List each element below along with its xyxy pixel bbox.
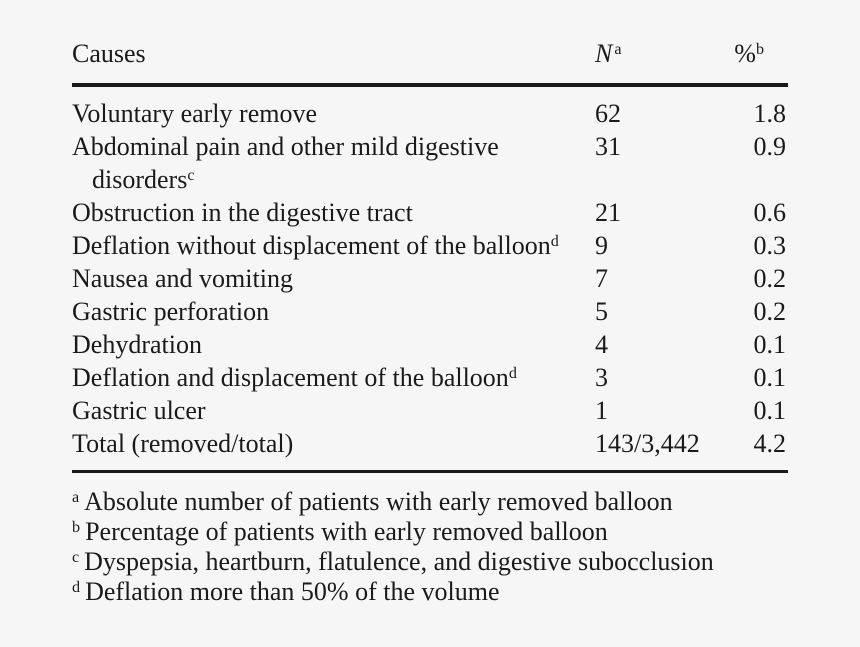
cause-line2: disorders$^c$: [92, 165, 195, 194]
cause-cell: Gastric perforation: [72, 297, 270, 326]
table-row: [72, 229, 788, 262]
n-cell: 21: [595, 198, 621, 227]
superscript-a-marker: a: [72, 488, 80, 506]
n-cell: 9: [595, 231, 608, 260]
percent-cell: 0.2: [753, 264, 786, 293]
table-row: [72, 361, 788, 394]
table-row: [72, 295, 788, 328]
footnote-text: Percentage of patients with early removed balloon: [85, 517, 608, 546]
table-body: [72, 97, 788, 460]
superscript-c-marker: c: [72, 548, 80, 566]
superscript-b-marker: b: [72, 518, 81, 536]
footnote-text: Dyspepsia, heartburn, flatulence, and digestive subocclusion: [84, 547, 714, 576]
column-header-percent: %$^b$: [734, 39, 764, 68]
footnote-text: Deflation more than 50% of the volume: [85, 577, 500, 606]
cause-line1: Abdominal pain and other mild digestive: [72, 132, 499, 161]
percent-cell: 0.1: [753, 363, 786, 392]
n-cell: 143/3,442: [595, 429, 700, 458]
footnote-a: [72, 487, 812, 517]
cause-cell: Nausea and vomiting: [72, 264, 293, 293]
table-header-row: [72, 37, 788, 70]
percent-cell: 0.1: [753, 330, 786, 359]
n-cell: 1: [595, 396, 608, 425]
table-row: [72, 130, 788, 196]
superscript-d-marker: d: [508, 364, 517, 382]
n-cell: 62: [595, 99, 621, 128]
footnotes-block: [72, 487, 812, 607]
table-row-total: [72, 427, 788, 460]
percent-cell: 0.1: [753, 396, 786, 425]
n-cell: 5: [595, 297, 608, 326]
footnote-text: Absolute number of patients with early removed balloon: [84, 487, 673, 516]
superscript-c-marker: c: [187, 166, 195, 184]
percent-cell: 0.6: [753, 198, 786, 227]
column-header-n: N $^a$: [595, 39, 622, 68]
superscript-a-marker: a: [614, 40, 622, 58]
n-cell: 4: [595, 330, 608, 359]
table-row: [72, 394, 788, 427]
cause-cell: Obstruction in the digestive tract: [72, 198, 413, 227]
table-row: [72, 196, 788, 229]
n-cell: 31: [595, 132, 621, 161]
cause-cell: Voluntary early remove: [72, 99, 317, 128]
footnote-b: [72, 517, 812, 547]
cause-cell: Total (removed/total): [72, 429, 294, 458]
column-header-causes: Causes: [72, 39, 146, 68]
table-row: [72, 262, 788, 295]
footer-rule: [72, 470, 788, 473]
cause-cell: Deflation without displacement of the balloon$^d$: [72, 231, 559, 260]
superscript-d-marker: d: [550, 232, 559, 250]
cause-cell: Gastric ulcer: [72, 396, 206, 425]
table-row: [72, 97, 788, 130]
percent-cell: 0.2: [753, 297, 786, 326]
percent-cell: 1.8: [753, 99, 786, 128]
n-cell: 3: [595, 363, 608, 392]
footnote-d: [72, 577, 812, 607]
cause-cell: [72, 130, 592, 196]
footnote-c: [72, 547, 812, 577]
superscript-b-marker: b: [755, 40, 764, 58]
percent-cell: 4.2: [753, 429, 786, 458]
table-row: [72, 328, 788, 361]
header-rule: [72, 83, 788, 87]
cause-cell: Deflation and displacement of the balloon$^d$: [72, 363, 517, 392]
superscript-d-marker: d: [72, 578, 81, 596]
n-cell: 7: [595, 264, 608, 293]
percent-cell: 0.3: [753, 231, 786, 260]
cause-cell: Dehydration: [72, 330, 202, 359]
percent-cell: 0.9: [753, 132, 786, 161]
